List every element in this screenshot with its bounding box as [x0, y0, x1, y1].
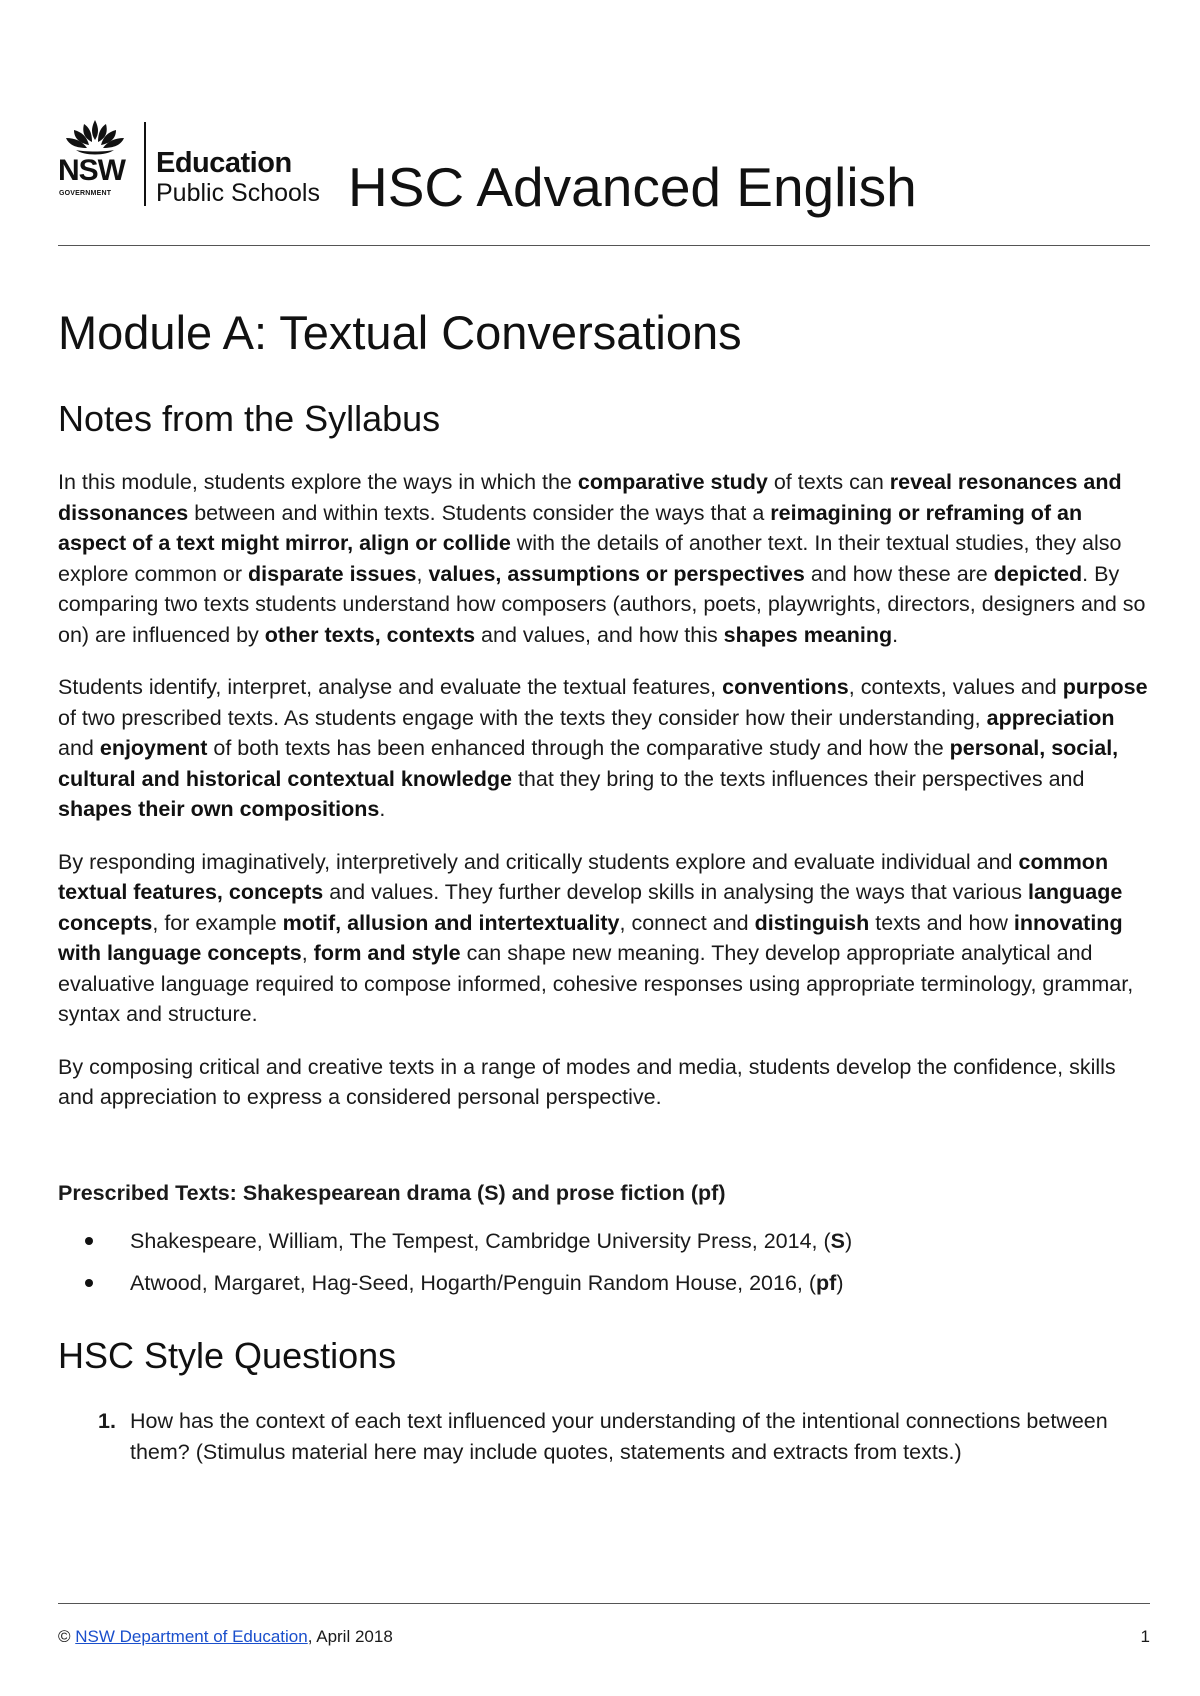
citation-text: Shakespeare, William, The Tempest, Cambridge University Press, 2014, ( [130, 1229, 831, 1253]
text-type-code: pf [816, 1271, 837, 1295]
emphasis-text: innovating with language concepts [58, 910, 1123, 965]
syllabus-paragraph [58, 847, 1150, 1030]
paragraph-text: and values, and how this [475, 622, 724, 647]
prescribed-text-item [58, 1268, 1150, 1310]
emphasis-text: depicted [993, 561, 1083, 586]
document-title: HSC Advanced English [348, 156, 917, 218]
nsw-government-logo-mark [58, 118, 133, 210]
footer-divider [58, 1603, 1150, 1604]
paragraph-text: Students identify, interpret, analyse and evaluate the textual features, [58, 675, 723, 699]
emphasis-text: values, assumptions or perspectives [428, 561, 805, 586]
header-divider [58, 245, 1150, 246]
emphasis-text: other texts, contexts [264, 622, 476, 647]
syllabus-paragraph [58, 672, 1150, 825]
module-title: Module A: Textual Conversations [58, 306, 742, 359]
prescribed-text-citation [130, 1268, 843, 1298]
footer-copyright [58, 1626, 393, 1648]
paragraph-text: of both texts has been enhanced through the comparative study and how the [207, 736, 950, 760]
emphasis-text: appreciation [986, 705, 1115, 730]
prescribed-text-citation [130, 1226, 852, 1256]
paragraph-text: and values. They further develop skills in analysing the ways that various [323, 880, 1028, 904]
syllabus-body [58, 467, 1150, 1113]
questions-heading: HSC Style Questions [58, 1335, 397, 1376]
syllabus-heading: Notes from the Syllabus [58, 398, 441, 439]
syllabus-paragraph [58, 467, 1150, 650]
emphasis-text: common textual features, concepts [58, 849, 1109, 904]
paragraph-text: , [301, 941, 314, 965]
text-type-code: S [830, 1229, 845, 1253]
citation-text: Atwood, Margaret, Hag-Seed, Hogarth/Penguin Random House, 2016, ( [130, 1271, 817, 1295]
emphasis-text: enjoyment [99, 736, 208, 760]
nsw-department-link[interactable]: NSW Department of Education [75, 1627, 308, 1646]
paragraph-text: By composing critical and creative texts in a range of modes and media, students develop the confidence, skills and appreciation to express a considered personal perspective. [58, 1054, 1116, 1109]
emphasis-text: purpose [1062, 675, 1148, 699]
emphasis-text: form and style [313, 941, 461, 965]
question-number: 1. [98, 1409, 116, 1433]
page-number: 1 [1140, 1627, 1150, 1646]
emphasis-text: shapes meaning [723, 622, 893, 647]
paragraph-text: and how these are [804, 561, 994, 586]
waratah-icon [62, 118, 128, 158]
emphasis-text: language concepts [58, 880, 1123, 935]
emphasis-text: reimagining or reframing of an aspect of a text might mirror, align or collide [58, 500, 1083, 555]
prescribed-text-item [58, 1226, 1150, 1268]
paragraph-text: , [416, 561, 429, 586]
syllabus-paragraph [58, 1052, 1150, 1113]
paragraph-text: texts and how [869, 910, 1014, 935]
bullet-icon [85, 1237, 93, 1245]
emphasis-text: shapes their own compositions [58, 797, 380, 821]
paragraph-text: with the details of another text. In their textual studies, they also explore common or [58, 531, 1122, 586]
logo-divider [144, 122, 146, 206]
prescribed-texts-label: Prescribed Texts: Shakespearean drama (S) and prose fiction (pf) [58, 1181, 726, 1205]
paragraph-text: that they bring to the texts influences their perspectives and [511, 766, 1085, 791]
emphasis-text: motif, allusion and intertextuality [282, 910, 620, 935]
emphasis-text: comparative study [577, 470, 768, 494]
nsw-education-logo [58, 118, 340, 210]
document-header [58, 118, 1150, 218]
paragraph-text: By responding imaginatively, interpretively and critically students explore and evaluate individual and [58, 849, 1019, 874]
question-text: How has the context of each text influenced your understanding of the intentional connections between them? (Stimulus material here may include quotes, statements and extracts from texts.) [130, 1409, 1108, 1464]
paragraph-text: , connect and [619, 910, 755, 935]
paragraph-text: , for example [152, 910, 283, 935]
emphasis-text: conventions [722, 675, 849, 699]
paragraph-text: can shape new meaning. They develop appropriate analytical and evaluative language required to compose informed, cohesive responses using appropriate terminology, grammar, syntax and structure. [58, 941, 1134, 1026]
paragraph-text: , contexts, values and [848, 675, 1063, 699]
citation-close: ) [844, 1229, 853, 1253]
prescribed-texts-list [58, 1226, 1150, 1310]
emphasis-text: disparate issues [248, 561, 417, 586]
document-page [58, 0, 1150, 1696]
emphasis-text: personal, social, cultural and historical contextual knowledge [58, 736, 1119, 791]
education-wordmark: Education [156, 147, 292, 179]
government-wordmark: GOVERNMENT [59, 190, 112, 197]
paragraph-text: . By comparing two texts students understand how composers (authors, poets, playwrights, directors, designers and so on) are influenced by [58, 561, 1146, 647]
bullet-icon [85, 1279, 93, 1287]
paragraph-text: and [58, 736, 100, 760]
paragraph-text: In this module, students explore the ways in which the [58, 470, 578, 494]
nsw-wordmark: NSW [58, 154, 125, 187]
public-schools-wordmark: Public Schools [156, 179, 320, 207]
paragraph-text: between and within texts. Students consider the ways that a [188, 500, 771, 525]
copyright-symbol: © [58, 1627, 71, 1646]
paragraph-text: of texts can [767, 470, 890, 494]
paragraph-text: . [892, 622, 899, 647]
paragraph-text: of two prescribed texts. As students engage with the texts they consider how their understanding, [58, 705, 987, 730]
emphasis-text: distinguish [754, 910, 870, 935]
paragraph-text: . [379, 797, 386, 821]
emphasis-text: reveal resonances and dissonances [58, 470, 1122, 525]
citation-close: ) [836, 1271, 844, 1295]
footer-date: , April 2018 [307, 1627, 393, 1646]
